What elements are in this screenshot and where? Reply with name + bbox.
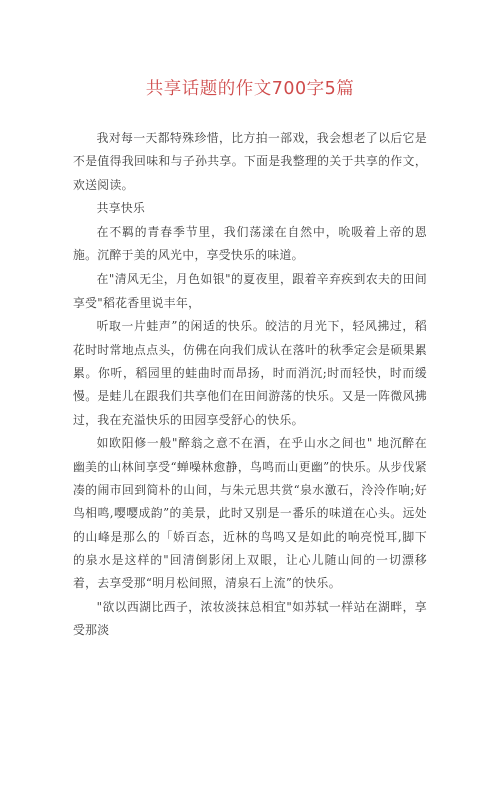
paragraph: 在"清风无尘，月色如银"的夏夜里，跟着辛弃疾到农夫的田间享受"稻花香里说丰年， [73,272,427,310]
section-heading: 共享快乐 [96,201,146,216]
paragraph-intro: 我对每一天都特殊珍惜，比方拍一部戏，我会想老了以后它是不是值得我回味和与子孙共享。下面是我整理的关于共享的作文，欢送阅读。 [73,131,427,192]
document-body [73,127,427,643]
document-title: 共享话题的作文700字5篇 [145,79,355,99]
paragraph: 如欧阳修一般"醉翁之意不在酒，在乎山水之间也" 地沉醉在幽美的山林间享受“蝉噪林愈静，鸟鸣而山更幽”的快乐。从步伐紧凑的闹市回到简朴的山间，与朱元思共赏“泉水激石，泠泠作响;好鸟相鸣,嘤嘤成韵”的美景，此时又别是一番乐的味道在心头。远处的山峰是那么的「娇百态，近林的鸟鸣又是如此的响亮悦耳,脚下的泉水是这样的"回清倒影闭上双眼，让心儿随山间的一切漂移着，去享受那“明月松间照，清泉石上流”的快乐。 [73,436,427,591]
paragraph: "欲以西湖比西子，浓妆淡抹总相宜"如苏轼一样站在湖畔，享受那淡 [73,599,427,638]
paragraph: 在不羁的青春季节里，我们荡漾在自然中，吮吸着上帝的恩施。沉醉于美的风光中，享受快乐的味道。 [73,225,427,263]
document-page [0,78,500,785]
paragraph: 听取一片蛙声”的闲适的快乐。皎洁的月光下，轻风拂过，稻花时时常地点点头，仿佛在向我们成认在落叶的秋季定会是硕果累累。你听，稻园里的蛙曲时而昂扬，时而消沉;时而轻快，时而缓慢。是蛙儿在跟我们共享他们在田间游荡的快乐。又是一阵微风拂过，我在充溢快乐的田园享受舒心的快乐。 [73,319,427,427]
